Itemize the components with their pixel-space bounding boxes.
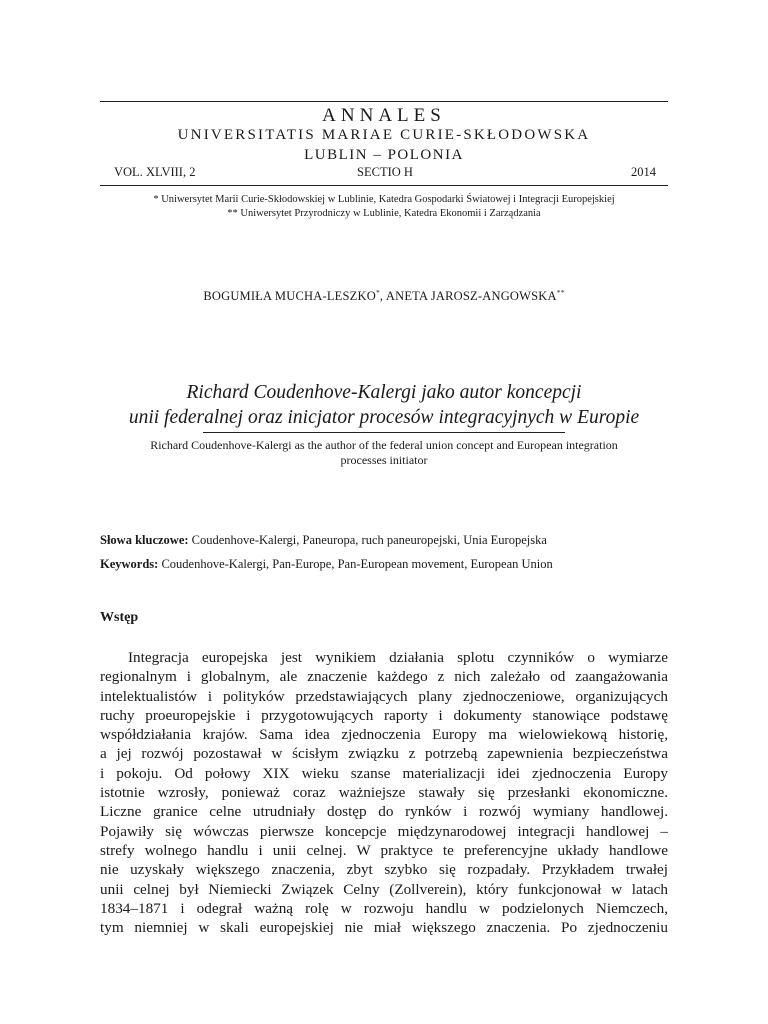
title-polish-line-1: Richard Coudenhove-Kalergi jako autor koncepcji xyxy=(186,382,582,403)
author-1: BOGUMIŁA MUCHA-LESZKO xyxy=(203,289,376,303)
paragraph-line: Integracja europejska jest wynikiem działania splotu czynników o wymiarze xyxy=(128,649,668,666)
affiliation-2: ** Uniwersytet Przyrodniczy w Lublinie, Katedra Ekonomii i Zarządzania xyxy=(227,208,541,219)
author-2: ANETA JAROSZ-ANGOWSKA xyxy=(385,289,557,303)
affiliation-1: * Uniwersytet Marii Curie-Skłodowskiej w Lublinie, Katedra Gospodarki Światowej i Integracji Europejskiej xyxy=(153,194,615,205)
section-heading: Wstęp xyxy=(100,610,139,625)
keywords-polish xyxy=(100,532,668,548)
paragraph-line: tym niemniej w skali europejskiej nie miał większego znaczenia. Po zjednoczeniu xyxy=(100,919,668,937)
paragraph-line: intelektualistów i polityków przedstawiających plany zjednoczeniowe, organizujących xyxy=(100,687,668,705)
paragraph-line: unii celnej był Niemiecki Związek Celny (Zollverein), który funkcjonował w latach xyxy=(100,880,668,898)
paragraph-line: Pojawiły się wówczas pierwsze koncepcje międzynarodowej integracji handlowej – xyxy=(100,822,668,840)
paragraph-line: istotnie wzrosły, ponieważ coraz ważniejsze stawały się przesłanki ekonomiczne. xyxy=(100,784,668,802)
journal-city: LUBLIN – POLONIA xyxy=(304,147,464,163)
paragraph-line: strefy wolnego handlu i unii celnej. W praktyce te preferencyjne układy handlowe xyxy=(100,841,668,859)
volume-number: VOL. XLVIII, 2 xyxy=(114,165,196,179)
keywords-polish-label: Słowa kluczowe: xyxy=(100,533,189,547)
publication-year: 2014 xyxy=(631,165,656,179)
header-top-rule xyxy=(100,101,668,102)
paragraph-line: ruchy proeuropejskie i przygotowujących raporty i dokumenty stanowiące podstawę xyxy=(100,706,668,724)
keywords-polish-value: Coudenhove-Kalergi, Paneuropa, ruch paneuropejski, Unia Europejska xyxy=(188,533,547,547)
university-name: UNIVERSITATIS MARIAE CURIE-SKŁODOWSKA xyxy=(177,127,591,143)
title-english-line-1: Richard Coudenhove-Kalergi as the author of the federal union concept and European integration xyxy=(150,438,618,452)
author-line xyxy=(0,288,768,304)
author-2-mark: ** xyxy=(556,288,565,297)
paragraph-line: i pokoju. Od połowy XIX wieku szanse materializacji idei zjednoczenia Europy xyxy=(100,764,668,782)
title-polish-line-2: unii federalnej oraz inicjator procesów integracyjnych w Europie xyxy=(128,407,640,428)
paragraph-line: Liczne granice celne utrudniały dostęp do rynków i rozwój wymiany handlowej. xyxy=(100,803,668,821)
article-title-english xyxy=(0,438,768,468)
title-rule xyxy=(203,432,565,433)
paragraph-line: współdziałania krajów. Sama idea zjednoczenia Europy ma wielowiekową historię, xyxy=(100,726,668,744)
sectio-label: SECTIO H xyxy=(357,165,413,179)
keywords-english-label: Keywords: xyxy=(100,557,159,571)
keywords-english-value: Coudenhove-Kalergi, Pan-Europe, Pan-European movement, European Union xyxy=(158,557,553,571)
author-1-mark: * xyxy=(375,288,380,297)
paragraph-line: 1834–1871 i odegrał ważną rolę w rozwoju handlu w podzielonych Niemczech, xyxy=(100,899,668,917)
paragraph-line: a jej rozwój pozostawał w ścisłym związku z potrzebą zapewnienia bezpieczeństwa xyxy=(100,745,668,763)
article-title-polish xyxy=(0,380,768,430)
header-bottom-rule xyxy=(100,185,668,186)
body-paragraph xyxy=(100,648,668,937)
paragraph-line: regionalnym i globalnym, ale znaczenie każdego z nich zależało od zaangażowania xyxy=(100,668,668,686)
title-english-line-2: processes initiator xyxy=(340,453,428,467)
keywords-english xyxy=(100,556,668,572)
journal-name: ANNALES xyxy=(322,105,446,126)
paragraph-line: nie uzyskały większego znaczenia, zbyt szybko się rozpadały. Przykładem trwałej xyxy=(100,861,668,879)
author-separator: , xyxy=(379,289,386,303)
